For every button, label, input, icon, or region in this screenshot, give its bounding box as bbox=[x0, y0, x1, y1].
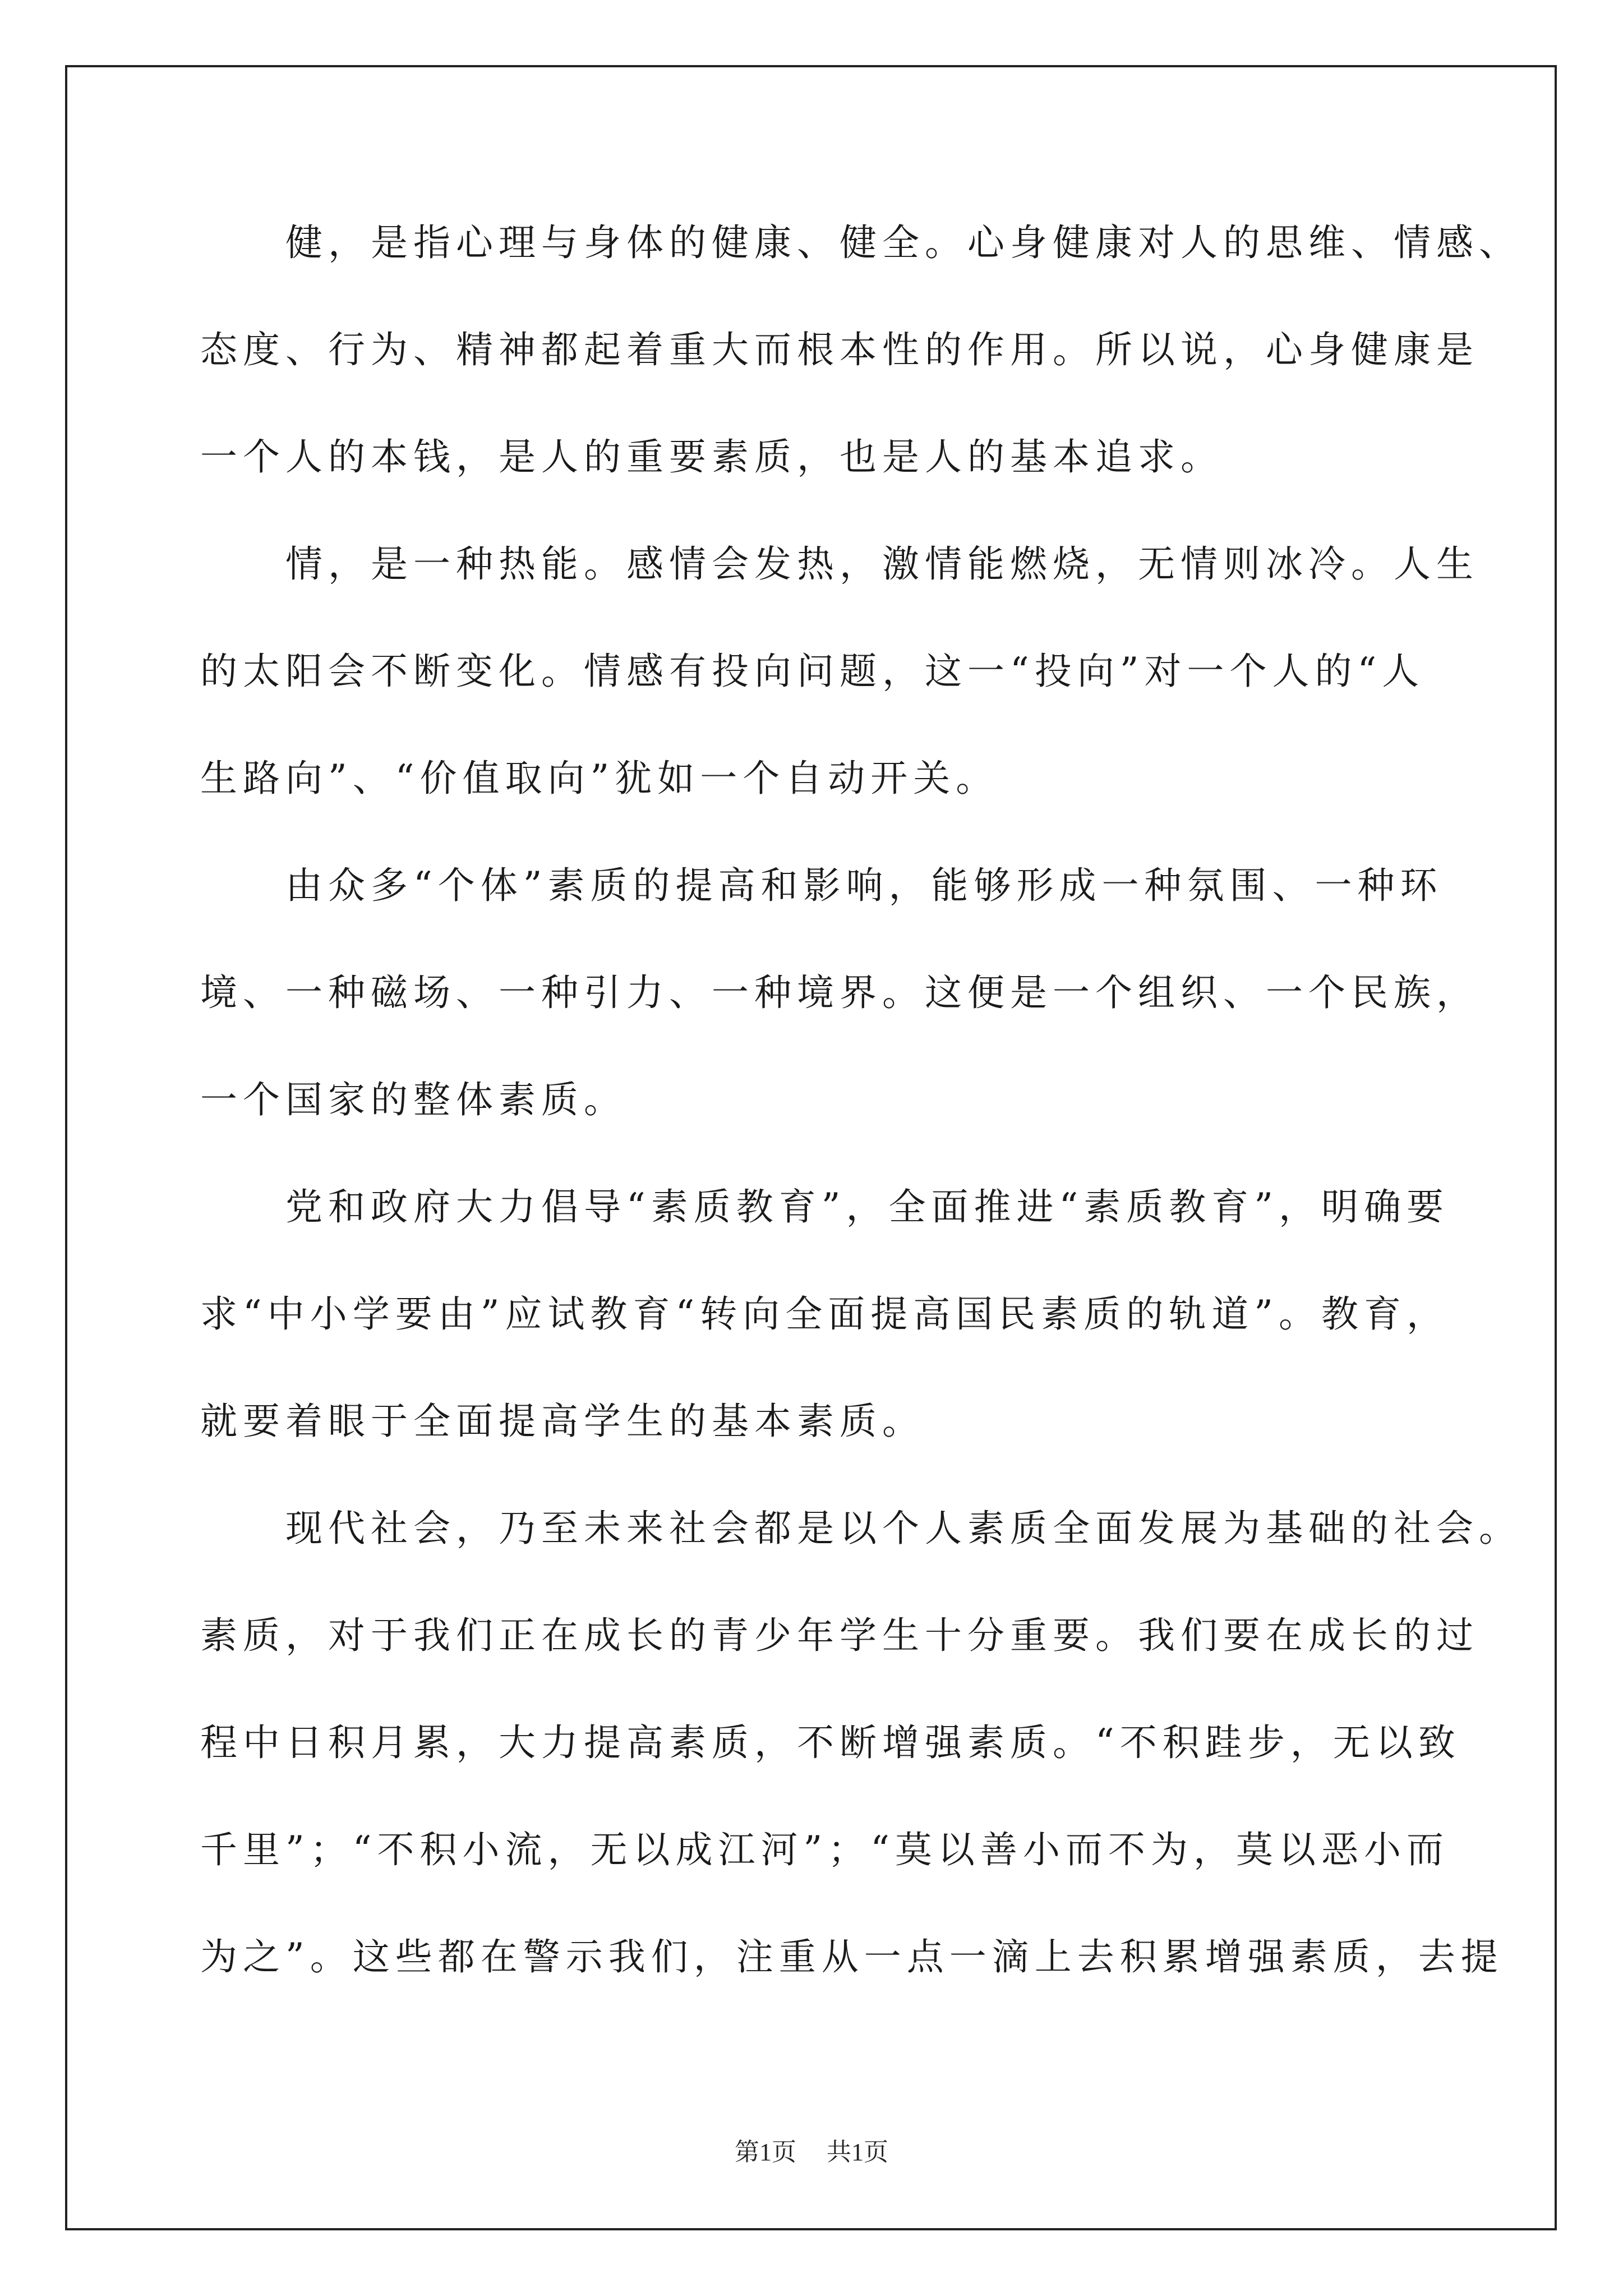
page-number-current: 第1页 bbox=[735, 2138, 796, 2166]
text-line: 的太阳会不断变化。情感有投向问题，这一“投向”对一个人的“人 bbox=[200, 650, 1425, 693]
text-line: 态度、行为、精神都起着重大而根本性的作用。所以说，心身健康是 bbox=[200, 328, 1479, 371]
text-line: 程中日积月累，大力提高素质，不断增强素质。“不积跬步，无以致 bbox=[200, 1721, 1461, 1764]
page-footer bbox=[0, 2132, 1623, 2168]
document-body bbox=[200, 208, 1521, 2029]
text-line: 情，是一种热能。感情会发热，激情能燃烧，无情则冰冷。人生 bbox=[200, 542, 1479, 586]
page-number-total: 共1页 bbox=[827, 2138, 888, 2166]
text-line: 一个人的本钱，是人的重要素质，也是人的基本追求。 bbox=[200, 435, 1223, 478]
text-line: 境、一种磁场、一种引力、一种境界。这便是一个组织、一个民族， bbox=[200, 971, 1479, 1014]
text-line: 党和政府大力倡导“素质教育”，全面推进“素质教育”，明确要 bbox=[200, 1185, 1449, 1228]
text-line: 素质，对于我们正在成长的青少年学生十分重要。我们要在成长的过 bbox=[200, 1614, 1479, 1657]
text-line: 为之”。这些都在警示我们，注重从一点一滴上去积累增强素质，去提 bbox=[200, 1935, 1504, 1978]
text-line: 一个国家的整体素质。 bbox=[200, 1078, 626, 1121]
text-line: 求“中小学要由”应试教育“转向全面提高国民素质的轨道”。教育， bbox=[200, 1292, 1449, 1336]
text-line: 健，是指心理与身体的健康、健全。心身健康对人的思维、情感、 bbox=[200, 221, 1521, 264]
text-line: 现代社会，乃至未来社会都是以个人素质全面发展为基础的社会。 bbox=[200, 1507, 1521, 1550]
text-line: 由众多“个体”素质的提高和影响，能够形成一种氛围、一种环 bbox=[200, 864, 1443, 907]
text-line: 就要着眼于全面提高学生的基本素质。 bbox=[200, 1400, 925, 1443]
text-line: 千里”；“不积小流，无以成江河”；“莫以善小而不为，莫以恶小而 bbox=[200, 1828, 1449, 1871]
text-line: 生路向”、“价值取向”犹如一个自动开关。 bbox=[200, 757, 999, 800]
